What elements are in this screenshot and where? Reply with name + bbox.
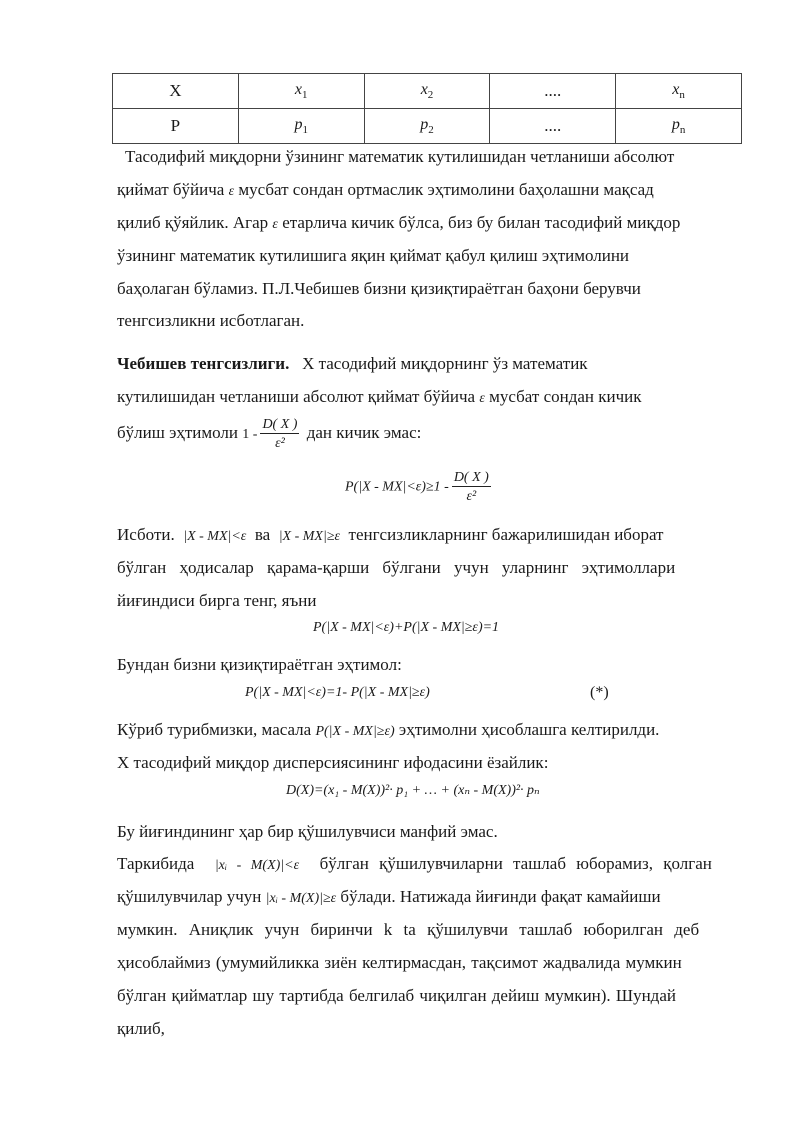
star-formula: P(|X - MX|<ε)=1- P(|X - MX|≥ε) bbox=[245, 685, 430, 700]
para1-line6: тенгсизликни исботлаган. bbox=[117, 311, 305, 330]
text-span: қиймат бўйича bbox=[117, 180, 225, 199]
dispersion-formula: D(X)=(x₁ - M(X))²· p₁ + … + (xₙ - M(X))²· pₙ bbox=[286, 783, 540, 798]
cell-var: x bbox=[294, 80, 302, 98]
table-cell bbox=[364, 109, 490, 144]
text-span: ва bbox=[254, 525, 271, 544]
para2-line4: ҳисоблаймиз (умумийликка зиён келтирмасдан, тақсимот жадвалида мумкин bbox=[117, 953, 682, 972]
fraction bbox=[452, 470, 491, 505]
fraction bbox=[260, 417, 299, 452]
proof-line1 bbox=[117, 518, 742, 554]
cell-sub: 2 bbox=[427, 89, 434, 102]
para2-line5: бўлган қийматлар шу тартибда белгилаб чиқилган дейиш мумкин). Шундай bbox=[117, 986, 676, 1005]
epsilon-symbol: ε bbox=[479, 391, 485, 406]
text-span: қилиб қўяйлик. Агар bbox=[117, 213, 269, 232]
para2-line3: мумкин. Аниқлик учун биринчи k ta қўшилувчи ташлаб юборилган деб bbox=[117, 920, 700, 939]
table-cell bbox=[364, 74, 490, 109]
table-cell bbox=[238, 109, 364, 144]
fraction-numerator: D( X ) bbox=[262, 416, 298, 432]
para2-line6: қилиб, bbox=[117, 1019, 165, 1038]
text-span: дан кичик эмас: bbox=[306, 423, 422, 442]
disp-line: Х тасодифий миқдор дисперсиясининг ифодасини ёзайлик: bbox=[117, 753, 549, 772]
para1-line1: Тасодифий миқдорни ўзининг математик кутилишидан четланиши абсолют bbox=[125, 147, 675, 166]
sum-formula: P(|X - MX|<ε)+P(|X - MX|≥ε)=1 bbox=[313, 620, 500, 635]
math-inline: |xᵢ - M(X)|≥ε bbox=[265, 891, 337, 906]
table-row bbox=[113, 109, 742, 144]
theorem-line3 bbox=[117, 416, 742, 452]
see-line bbox=[117, 713, 742, 749]
table-cell: X bbox=[113, 74, 239, 109]
text-span: Исботи. bbox=[117, 525, 175, 544]
theorem-line1 bbox=[117, 347, 742, 381]
table-row bbox=[113, 74, 742, 109]
para1-line3 bbox=[117, 206, 742, 242]
theorem-line2 bbox=[117, 380, 742, 416]
math-one-minus: 1 - bbox=[242, 427, 258, 442]
text-span: етарлича кичик бўлса, биз бу билан тасодифий миқдор bbox=[282, 213, 681, 232]
text-span: эҳтимолни ҳисоблашга келтирилди. bbox=[398, 720, 660, 739]
nonneg-line: Бу йиғиндининг ҳар бир қўшилувчиси манфий эмас. bbox=[117, 822, 498, 841]
distribution-table bbox=[112, 73, 742, 144]
text-span: бўлган қўшилувчиларни ташлаб юборамиз, қолган bbox=[319, 854, 712, 873]
epsilon-symbol: ε bbox=[272, 217, 278, 232]
table-cell bbox=[238, 74, 364, 109]
text-span: Х тасодифий миқдорнинг ўз математик bbox=[302, 354, 588, 373]
proof-line2: бўлган ҳодисалар қарама-қарши бўлгани учун уларнинг эҳтимоллари bbox=[117, 558, 676, 577]
math-inline: |X - MX|≥ε bbox=[278, 529, 341, 544]
fraction-denominator: ε² bbox=[466, 489, 477, 504]
formula-lhs: P(|X - MX|<ε)≥1 - bbox=[345, 479, 449, 495]
fraction-denominator: ε² bbox=[275, 435, 285, 451]
cell-sub: 1 bbox=[302, 124, 308, 137]
math-inline: |xᵢ - M(X)|<ε bbox=[214, 858, 300, 873]
text-span: тенгсизликларнинг бажарилишидан иборат bbox=[348, 525, 664, 544]
cell-sub: n bbox=[679, 124, 686, 137]
text-span: бўлади. Натижада йиғинди фақат камайиши bbox=[340, 887, 661, 906]
para2-line1 bbox=[117, 847, 742, 883]
proof-line3: йиғиндиси бирга тенг, яъни bbox=[117, 591, 317, 610]
fraction-numerator: D( X ) bbox=[453, 470, 489, 485]
text-span: кутилишидан четланиши абсолют қиймат бўйича bbox=[117, 387, 476, 406]
theorem-title: Чебишев тенгсизлиги. bbox=[117, 354, 290, 373]
math-inline: |X - MX|<ε bbox=[183, 529, 247, 544]
text-span: қўшилувчилар учун bbox=[117, 887, 262, 906]
chebyshev-formula bbox=[345, 470, 494, 505]
text-span: бўлиш эҳтимоли bbox=[117, 423, 239, 442]
table-cell: .... bbox=[490, 74, 616, 109]
table-cell bbox=[616, 74, 742, 109]
table-cell: P bbox=[113, 109, 239, 144]
text-span: Таркибида bbox=[117, 854, 195, 873]
cell-var: p bbox=[420, 115, 429, 133]
para1-line2 bbox=[117, 173, 742, 209]
para1-line5: баҳолаган бўламиз. П.Л.Чебишев бизни қизиқтираётган баҳони берувчи bbox=[117, 279, 641, 298]
cell-sub: 2 bbox=[428, 124, 434, 137]
para1-line4: ўзининг математик кутилишига яқин қиймат қабул қилиш эҳтимолини bbox=[117, 246, 630, 265]
para2-line2 bbox=[117, 880, 742, 916]
table-cell bbox=[616, 109, 742, 144]
epsilon-symbol: ε bbox=[228, 184, 235, 199]
cell-sub: 1 bbox=[302, 89, 308, 102]
star-label: (*) bbox=[590, 684, 609, 701]
math-inline: P(|X - MX|≥ε) bbox=[315, 724, 395, 739]
since-line: Бундан бизни қизиқтираётган эҳтимол: bbox=[117, 655, 402, 674]
cell-var: x bbox=[420, 80, 428, 98]
table-cell: .... bbox=[490, 109, 616, 144]
text-span: Кўриб турибмизки, масала bbox=[117, 720, 312, 739]
cell-var: p bbox=[671, 115, 680, 133]
text-span: мусбат сондан ортмаслик эҳтимолини баҳолашни мақсад bbox=[238, 180, 654, 199]
cell-var: p bbox=[294, 115, 303, 133]
cell-var: x bbox=[672, 80, 680, 98]
cell-sub: n bbox=[679, 89, 685, 102]
text-span: мусбат сондан кичик bbox=[489, 387, 642, 406]
